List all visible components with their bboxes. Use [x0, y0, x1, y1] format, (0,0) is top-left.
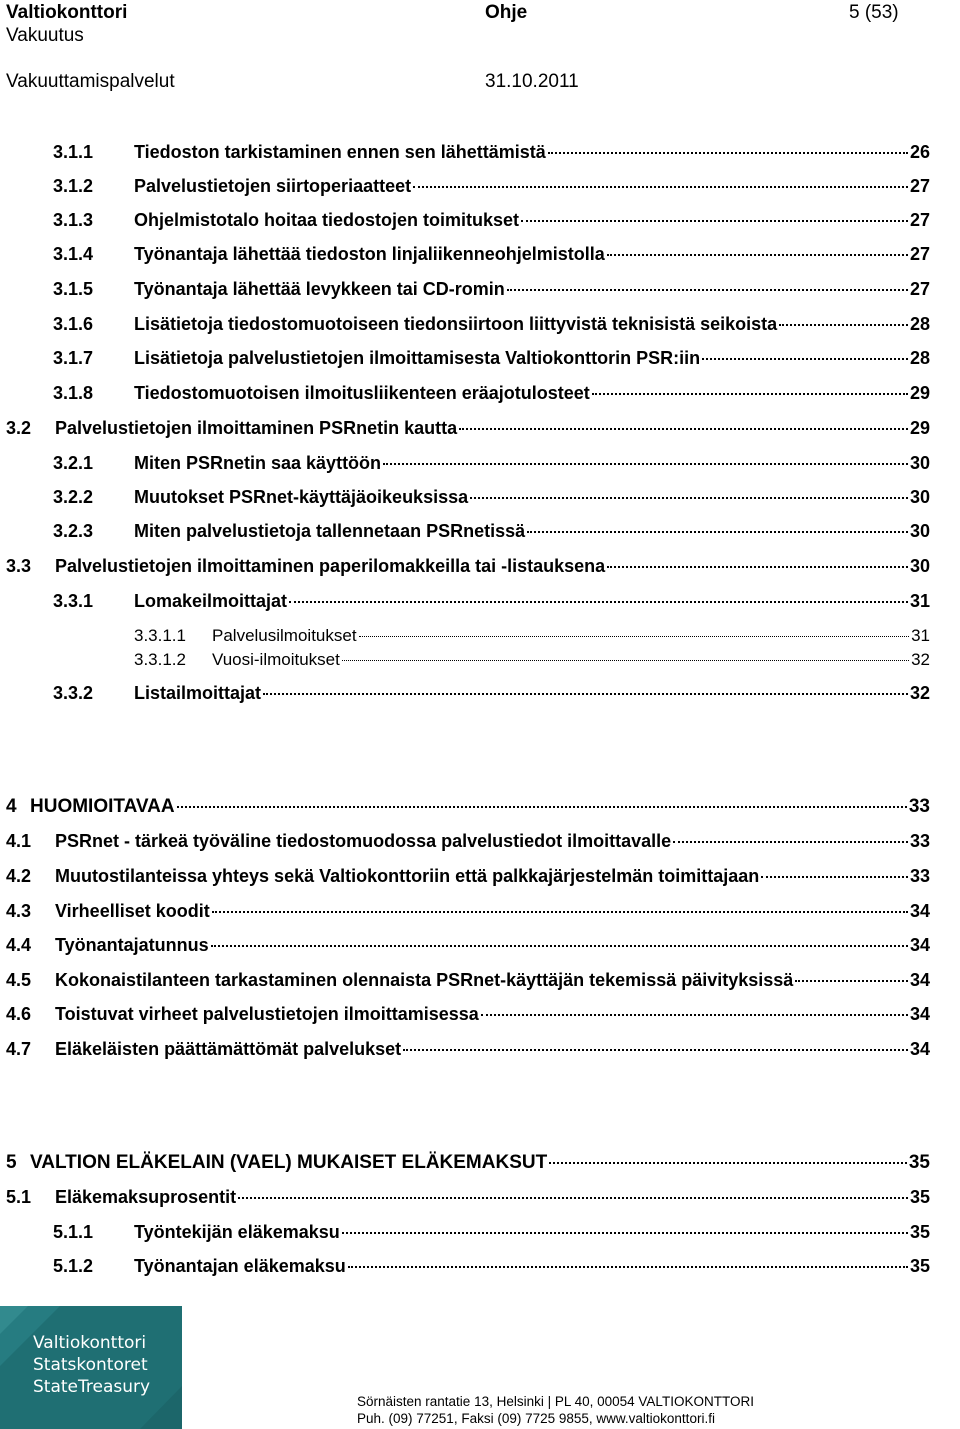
toc-entry[interactable]: [53, 276, 930, 302]
toc-page: 28: [909, 314, 930, 334]
toc-leader: [403, 1049, 908, 1051]
toc-entry[interactable]: [53, 311, 930, 337]
footer-contact: Puh. (09) 77251, Faksi (09) 7725 9855, www.valtiokonttori.fi: [357, 1411, 715, 1426]
toc-page: 31: [911, 626, 930, 645]
toc-number: 4.5: [6, 970, 32, 990]
toc-number: 4.6: [6, 1004, 32, 1024]
toc-title: Työnantajatunnus: [55, 935, 209, 955]
logo-line-2: Statskontoret: [33, 1355, 148, 1375]
toc-title: Vuosi-ilmoitukset: [212, 650, 340, 669]
toc-page: 35: [909, 1222, 930, 1242]
toc-title: PSRnet - tärkeä työväline tiedostomuodossa palvelustiedot ilmoittavalle: [55, 831, 672, 851]
toc-entry[interactable]: [53, 173, 930, 199]
toc-number: 5.1: [6, 1187, 32, 1207]
toc-entry[interactable]: [53, 139, 930, 165]
toc-title: Kokonaistilanteen tarkastaminen olennaista PSRnet-käyttäjän tekemissä päivityksissä: [55, 970, 794, 990]
toc-number: 3.3: [6, 556, 32, 576]
toc-number: 4.1: [6, 831, 32, 851]
toc-page: 28: [909, 348, 930, 368]
toc-number: 5.1.2: [53, 1256, 94, 1276]
toc-number: 3.3.1.2: [134, 650, 186, 669]
toc-number: 3.1.5: [53, 279, 94, 299]
toc-leader: [289, 601, 908, 603]
toc-entry[interactable]: [6, 1150, 930, 1176]
toc-title: Työnantaja lähettää levykkeen tai CD-romin: [134, 279, 505, 299]
toc-page: 35: [909, 1256, 930, 1276]
toc-entry[interactable]: [53, 345, 930, 371]
toc-title: Palvelustietojen ilmoittaminen paperilomakkeilla tai -listauksena: [55, 556, 606, 576]
toc-leader: [592, 393, 908, 395]
toc-number: 3.1.8: [53, 383, 94, 403]
toc-leader: [383, 463, 908, 465]
toc-page: 34: [909, 1039, 930, 1059]
toc-entry[interactable]: [6, 932, 930, 958]
toc-page: 32: [911, 650, 930, 669]
toc-leader: [470, 497, 908, 499]
toc-number: 4.7: [6, 1039, 32, 1059]
toc-number: 3.3.1: [53, 591, 94, 611]
toc-leader: [507, 289, 908, 291]
toc-leader: [795, 980, 908, 982]
header-unit: Vakuutus: [6, 25, 84, 46]
toc-page: 35: [909, 1187, 930, 1207]
toc-number: 4.3: [6, 901, 32, 921]
toc-title: Ohjelmistotalo hoitaa tiedostojen toimitukset: [134, 210, 520, 230]
toc-number: 3.2.2: [53, 487, 94, 507]
toc-title: Työntekijän eläkemaksu: [134, 1222, 340, 1242]
toc-leader: [521, 220, 908, 222]
toc-entry[interactable]: [6, 794, 930, 820]
toc-leader: [549, 1162, 907, 1164]
toc-leader: [481, 1014, 908, 1016]
toc-title: Lomakeilmoittajat: [134, 591, 288, 611]
toc-title: VALTION ELÄKELAIN (VAEL) MUKAISET ELÄKEMAKSUT: [30, 1152, 548, 1173]
toc-entry[interactable]: [53, 518, 930, 544]
toc-entry[interactable]: [6, 1184, 930, 1210]
toc-number: 3.1.3: [53, 210, 94, 230]
toc-page: 27: [909, 176, 930, 196]
toc-page: 34: [909, 970, 930, 990]
toc-title: Tiedostomuotoisen ilmoitusliikenteen eräajotulosteet: [134, 383, 590, 403]
toc-number: 3.2.1: [53, 453, 94, 473]
toc-leader: [212, 911, 908, 913]
toc-number: 3.1.4: [53, 244, 94, 264]
toc-title: Toistuvat virheet palvelustietojen ilmoittamisessa: [55, 1004, 479, 1024]
toc-title: Palvelustietojen ilmoittaminen PSRnetin kautta: [55, 418, 458, 438]
header-doc-type: Ohje: [485, 2, 528, 23]
toc-title: Listailmoittajat: [134, 683, 262, 703]
toc-leader: [211, 945, 908, 947]
toc-entry[interactable]: [53, 241, 930, 267]
toc-page: 26: [909, 142, 930, 162]
toc-leader: [761, 876, 908, 878]
toc-title: Virheelliset koodit: [55, 901, 210, 921]
toc-title: Tiedoston tarkistaminen ennen sen lähettämistä: [134, 142, 546, 162]
toc-page: 34: [909, 1004, 930, 1024]
toc-entry[interactable]: [53, 207, 930, 233]
logo-line-3: StateTreasury: [33, 1377, 151, 1397]
toc-leader: [548, 152, 908, 154]
toc-entry[interactable]: [53, 380, 930, 406]
toc-number: 3.3.2: [53, 683, 94, 703]
toc-page: 30: [909, 521, 930, 541]
toc-entry[interactable]: [6, 898, 930, 924]
toc-entry[interactable]: [6, 1001, 930, 1027]
toc-entry[interactable]: [134, 649, 930, 671]
toc-number: 4: [6, 796, 17, 817]
toc-leader: [779, 324, 908, 326]
toc-page: 31: [909, 591, 930, 611]
toc-title: Palvelustietojen siirtoperiaatteet: [134, 176, 412, 196]
toc-entry[interactable]: [6, 1036, 930, 1062]
toc-number: 5: [6, 1152, 17, 1173]
toc-title: Lisätietoja tiedostomuotoiseen tiedonsiirtoon liittyvistä teknisistä seikoista: [134, 314, 778, 334]
toc-leader: [607, 254, 908, 256]
toc-entry[interactable]: [6, 828, 930, 854]
logo-line-1: Valtiokonttori: [33, 1333, 147, 1353]
toc-number: 3.2.3: [53, 521, 94, 541]
header-date: 31.10.2011: [485, 71, 579, 92]
toc-leader: [673, 841, 908, 843]
toc-entry[interactable]: [6, 863, 930, 889]
toc-page: 27: [909, 210, 930, 230]
toc-title: Lisätietoja palvelustietojen ilmoittamisesta Valtiokonttorin PSR:iin: [134, 348, 701, 368]
toc-page: 33: [908, 796, 930, 817]
toc-page: 32: [909, 683, 930, 703]
toc-entry[interactable]: [6, 415, 930, 441]
toc-leader: [177, 806, 907, 808]
toc-number: 3.1.6: [53, 314, 94, 334]
toc-leader: [702, 358, 908, 360]
toc-page: 29: [909, 383, 930, 403]
toc-title: Eläkeläisten päättämättömät palvelukset: [55, 1039, 402, 1059]
toc-page: 30: [909, 487, 930, 507]
toc-leader: [348, 1266, 908, 1268]
toc-number: 3.1.2: [53, 176, 94, 196]
header-org: Valtiokonttori: [6, 2, 128, 23]
toc-leader: [342, 660, 909, 661]
toc-entry[interactable]: [6, 553, 930, 579]
toc-leader: [263, 693, 908, 695]
toc-number: 3.1.7: [53, 348, 94, 368]
toc-entry[interactable]: [53, 588, 930, 614]
toc-title: Muutokset PSRnet-käyttäjäoikeuksissa: [134, 487, 469, 507]
valtiokonttori-logo: [0, 1306, 182, 1429]
toc-page: 35: [908, 1152, 930, 1173]
toc-page: 27: [909, 244, 930, 264]
toc-page: 34: [909, 901, 930, 921]
toc-title: Palvelusilmoitukset: [212, 626, 357, 645]
toc-title: Muutostilanteissa yhteys sekä Valtiokonttoriin että palkkajärjestelmän toimittajaan: [55, 866, 760, 886]
toc-entry[interactable]: [53, 680, 930, 706]
toc-page: 27: [909, 279, 930, 299]
toc-title: Miten palvelustietoja tallennetaan PSRnetissä: [134, 521, 526, 541]
toc-leader: [342, 1232, 908, 1234]
header-page-number: 5 (53): [849, 2, 899, 23]
toc-title: Miten PSRnetin saa käyttöön: [134, 453, 382, 473]
toc-page: 30: [909, 556, 930, 576]
toc-number: 3.3.1.1: [134, 626, 186, 645]
toc-entry[interactable]: [53, 1219, 930, 1245]
toc-page: 29: [909, 418, 930, 438]
toc-leader: [459, 428, 908, 430]
toc-number: 4.2: [6, 866, 32, 886]
toc-entry[interactable]: [134, 625, 930, 647]
toc-page: 33: [909, 866, 930, 886]
toc-leader: [359, 636, 910, 637]
toc-number: 4.4: [6, 935, 32, 955]
toc-leader: [607, 566, 908, 568]
toc-number: 5.1.1: [53, 1222, 94, 1242]
toc-number: 3.2: [6, 418, 32, 438]
toc-leader: [413, 186, 908, 188]
toc-entry[interactable]: [53, 1253, 930, 1279]
toc-leader: [238, 1197, 908, 1199]
toc-page: 34: [909, 935, 930, 955]
toc-title: Eläkemaksuprosentit: [55, 1187, 237, 1207]
toc-page: 33: [909, 831, 930, 851]
toc-number: 3.1.1: [53, 142, 94, 162]
toc-leader: [527, 531, 908, 533]
header-department: Vakuuttamispalvelut: [6, 71, 175, 92]
toc-title: HUOMIOITAVAA: [30, 796, 175, 817]
footer-address: Sörnäisten rantatie 13, Helsinki | PL 40, 00054 VALTIOKONTTORI: [357, 1394, 754, 1409]
toc-entry[interactable]: [53, 450, 930, 476]
toc-entry[interactable]: [53, 484, 930, 510]
toc-title: Työnantaja lähettää tiedoston linjaliikenneohjelmistolla: [134, 244, 605, 264]
toc-title: Työnantajan eläkemaksu: [134, 1256, 346, 1276]
toc-entry[interactable]: [6, 967, 930, 993]
toc-page: 30: [909, 453, 930, 473]
